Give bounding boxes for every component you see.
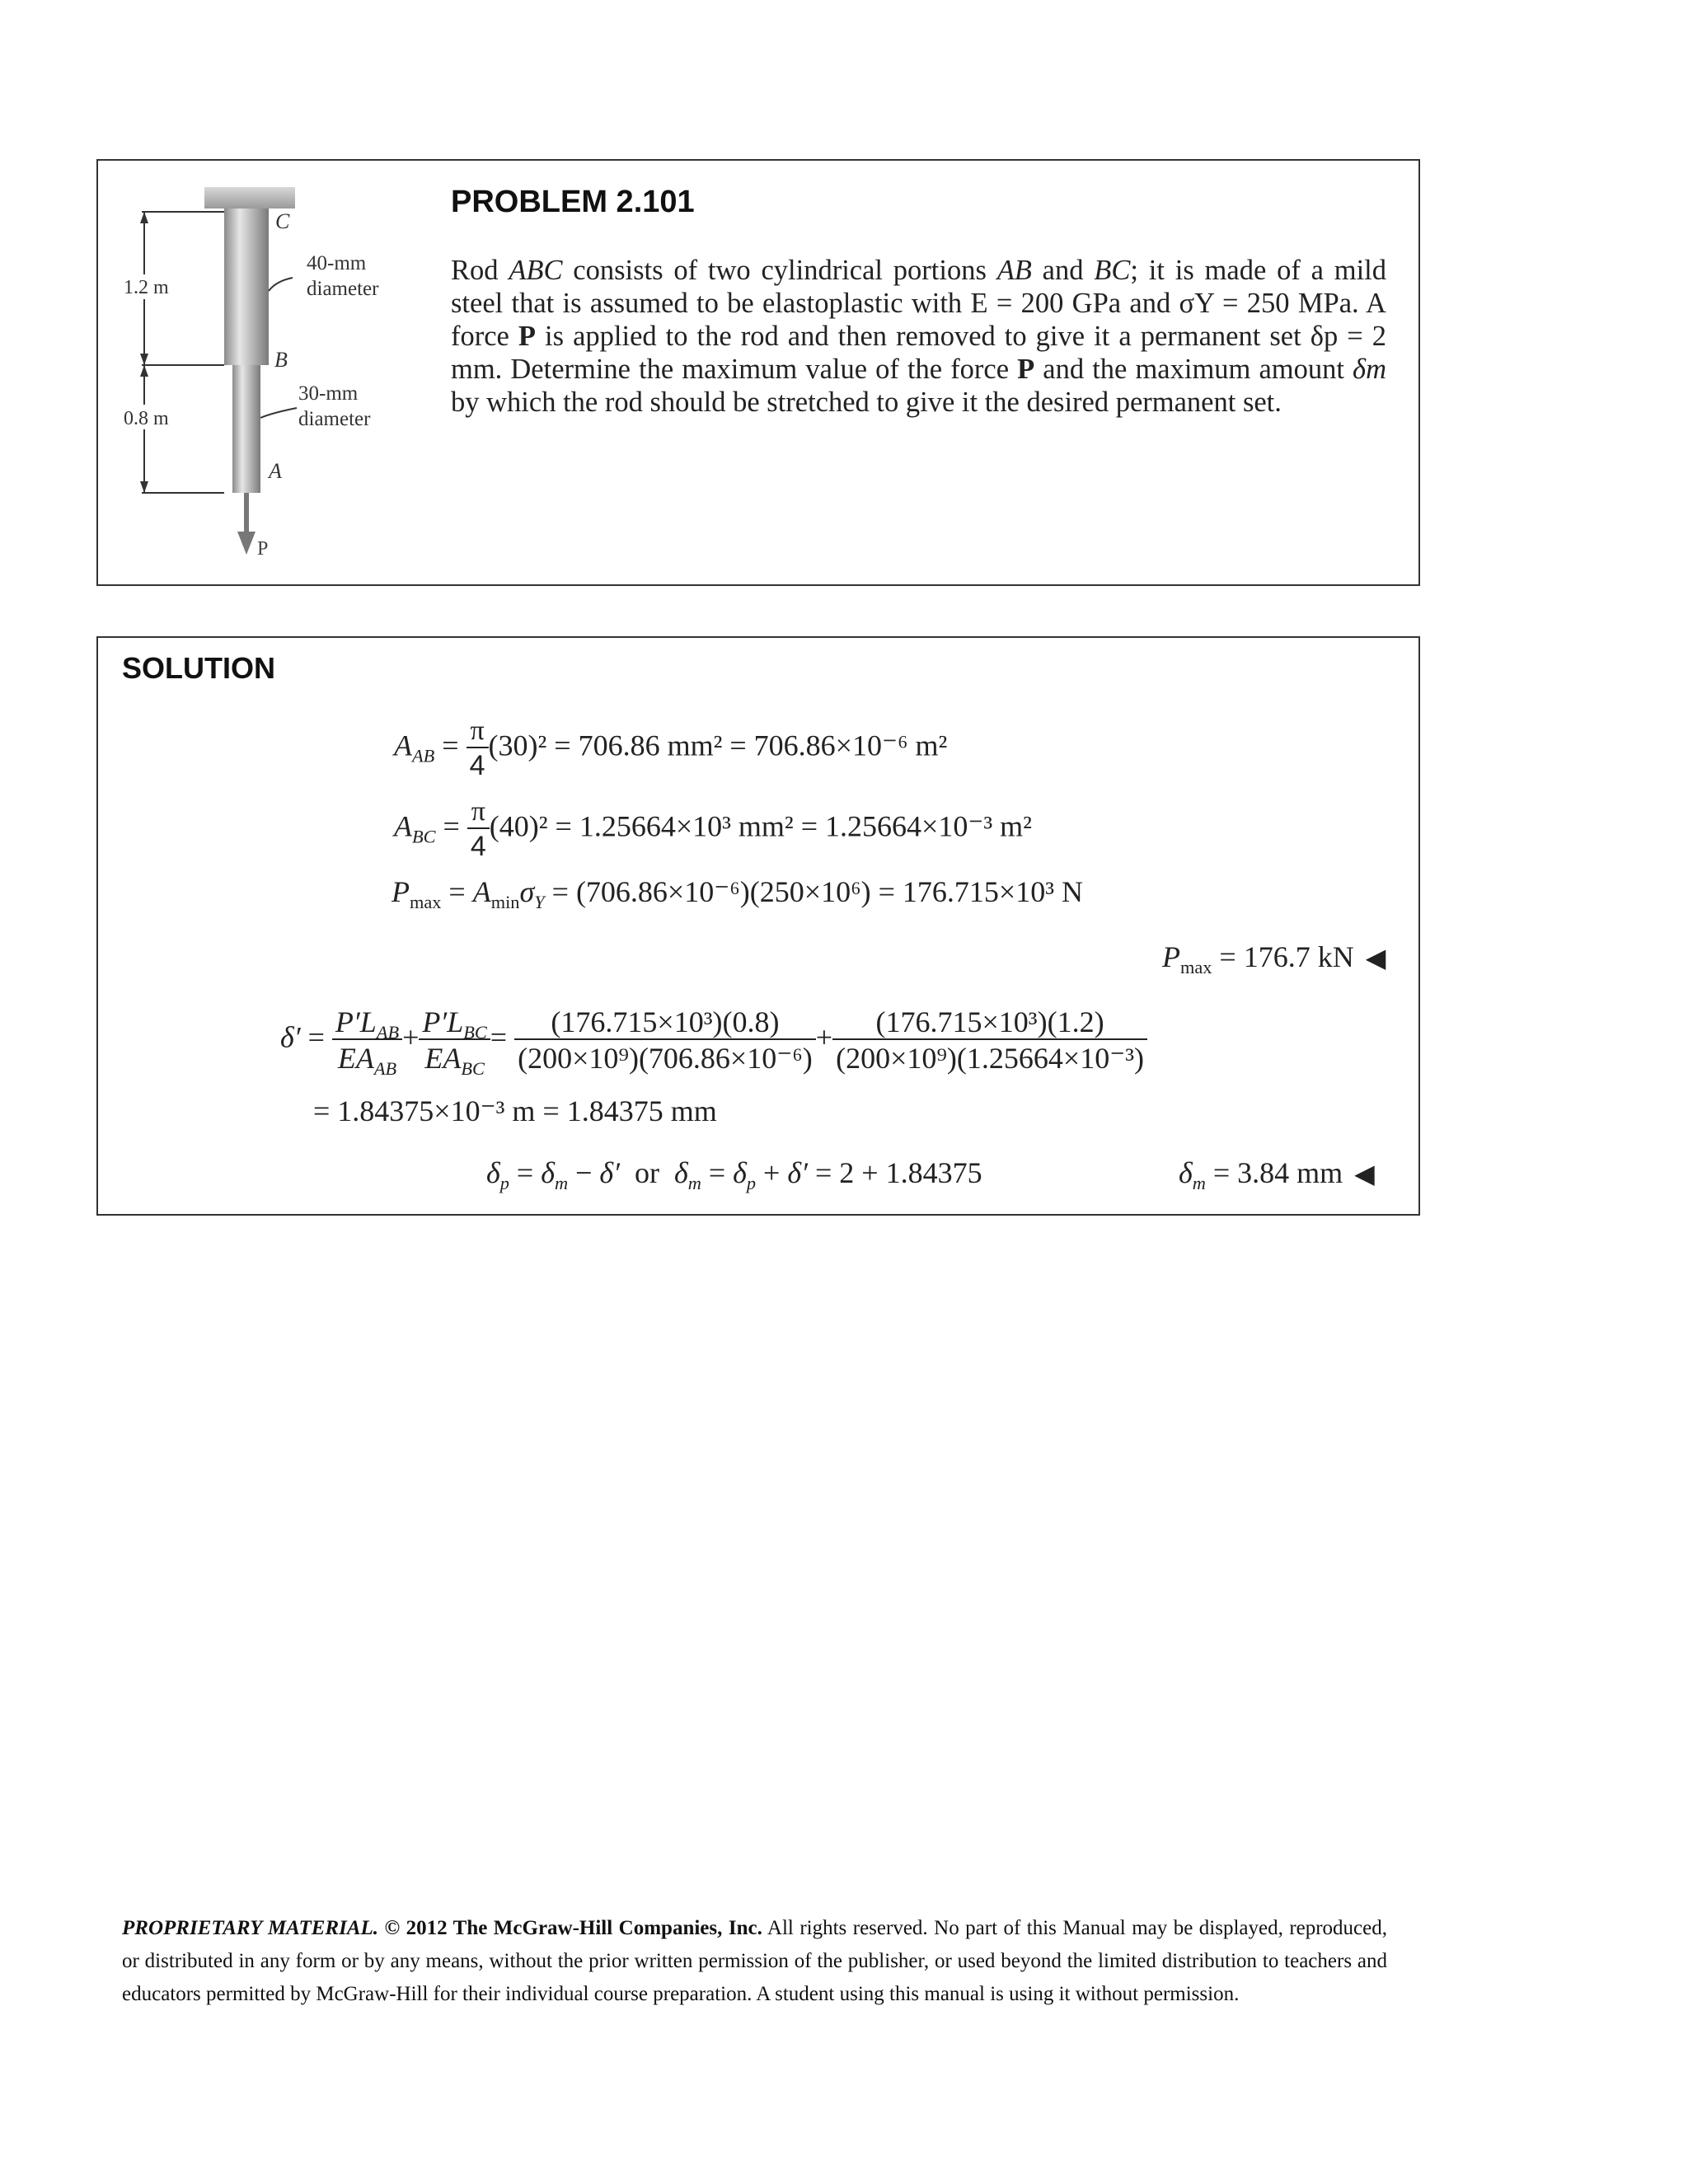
equation-delta-prime: δ′ = $\frac{P'L_{AB}}{EA_{AB}}$ + $\frac{P'L_{BC}}{EA_{BC}}$ = $\frac{\text{(176.715×10³)(0.8)}}{\text{(200×10⁹)(706.86×10⁻⁶)}}$ + $\frac{\text{(176.715×10³)(1.2)}}{\text{(200×10⁹)(1.25664×10⁻³)}}$: [280, 1007, 1147, 1073]
equation-pmax: $P_{max} = A_{min}\sigma_Y = (706.86\times 10^{-6})(250\times 10^6) = 176.715\times 10^3$ N: [392, 875, 1084, 913]
answer-pmax: $P_{max} = 176.7$ kN ◀: [1162, 940, 1386, 978]
support-ceiling: [204, 187, 295, 209]
solution-title: SOLUTION: [122, 651, 275, 685]
dim-lower: 0.8 m: [124, 408, 169, 429]
copyright-footer: PROPRIETARY MATERIAL. © 2012 The McGraw-Hill Companies, Inc. All rights reserved. No part of this Manual may be displayed, reproduced, or distributed in any form or by any means, without the prior written permission of the publisher, or used beyond the limited distribution to teachers and educators permitted by McGraw-Hill for their individual course preparation. A student using this manual is using it without permission.: [122, 1917, 1388, 2005]
dia-lower-1: 30-mm: [298, 382, 359, 405]
problem-title: PROBLEM 2.101: [451, 185, 695, 219]
rod-figure: [107, 169, 437, 573]
dia-upper-1: 40-mm: [307, 252, 367, 274]
equation-area-bc: $A_{BC}$ = $\frac{\pi}{4}$ (40)² = 1.25664×10³ mm² = 1.25664×10⁻³ m²: [394, 796, 1032, 862]
label-p: P: [257, 538, 269, 560]
dia-upper-2: diameter: [307, 278, 379, 300]
problem-statement: Rod ABC consists of two cylindrical portions AB and BC; it is made of a mild steel that is assumed to be elastoplastic with E = 200 GPa and σY = 250 MPa. A force P is applied to the rod and then removed to give it a permanent set δp = 2 mm. Determine the maximum value of the force P and the maximum amount δm by which the rod should be stretched to give it the desired permanent set.: [451, 255, 1387, 418]
equation-delta-m: $\delta_p = \delta_m - \delta'$ or $\delta_m = \delta_p + \delta' = 2 + 1.84375$: [486, 1156, 982, 1194]
equation-area-ab: $A_{AB}$ = $\frac{\pi}{4}$ (30)² = 706.86 mm² = 706.86×10⁻⁶ m²: [394, 715, 948, 781]
modulus-value: E = 200 GPa: [970, 288, 1122, 319]
rod-ab: [232, 365, 260, 493]
dim-upper: 1.2 m: [124, 277, 169, 298]
answer-delta-m: $\delta_m = 3.84$ mm ◀: [1179, 1156, 1375, 1194]
label-b: B: [274, 348, 288, 372]
dia-lower-2: diameter: [298, 408, 371, 430]
label-c: C: [275, 209, 290, 233]
equation-delta-prime-value: = 1.84375×10⁻³ m = 1.84375 mm: [313, 1094, 717, 1127]
perm-set-value: δp = 2: [1310, 321, 1387, 352]
label-a: A: [269, 459, 282, 483]
yield-value: σY = 250 MPa.: [1179, 288, 1359, 319]
rod-bc: [224, 209, 269, 365]
force-arrow: [237, 532, 256, 555]
